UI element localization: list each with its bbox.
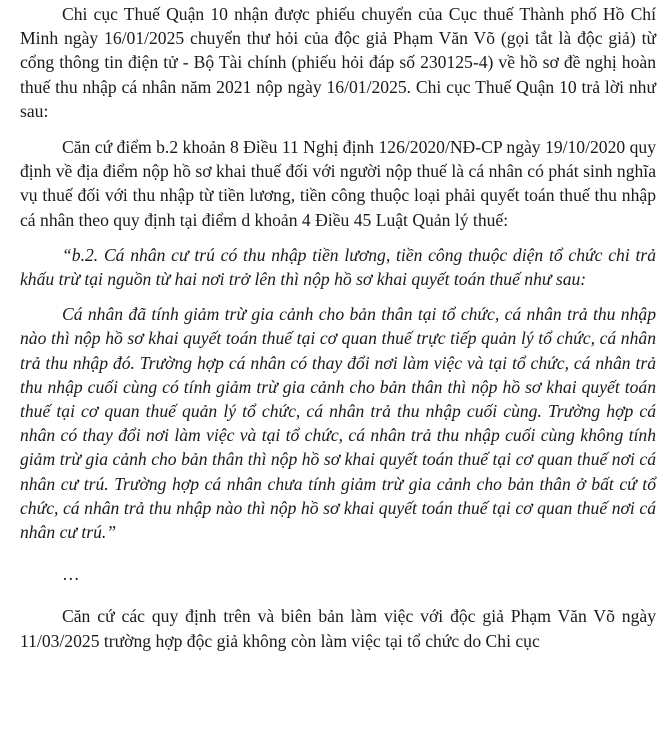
quoted-regulation-heading: “b.2. Cá nhân cư trú có thu nhập tiền lương, tiền công thuộc diện tổ chức chi trả khấu trừ tại nguồn từ hai nơi trở lên thì nộp hồ sơ khai quyết toán thuế như sau:: [20, 244, 656, 290]
quoted-regulation-body: Cá nhân đã tính giảm trừ gia cảnh cho bản thân tại tổ chức, cá nhân trả thu nhập nào thì nộp hồ sơ khai quyết toán thuế tại cơ quan thuế trực tiếp quản lý tổ chức, cá nhân trả thu nhập đó. Trường hợp cá nhân có thay đổi nơi làm việc và tại tổ chức, cá nhân trả thu nhập cuối cùng có tính giảm trừ gia cảnh cho bản thân thì nộp hồ sơ khai quyết toán thuế tại cơ quan thuế quản lý tổ chức, cá nhân trả thu nhập cuối cùng. Trường hợp cá nhân có thay đổi nơi làm việc và tại tổ chức, cá nhân trả thu nhập cuối cùng không tính giảm trừ gia cảnh cho bản thân thì nộp hồ sơ khai quyết toán thuế tại cơ quan thuế nơi cá nhân cư trú. Trường hợp cá nhân chưa tính giảm trừ gia cảnh cho bản thân ở bất cứ tổ chức, cá nhân trả thu nhập nào thì nộp hồ sơ khai quyết toán thuế tại cơ quan thuế nơi cá nhân cư trú.”: [20, 304, 656, 543]
closing-paragraph: Căn cứ các quy định trên và biên bản làm việc với độc giả Phạm Văn Võ ngày 11/03/2025 trường hợp độc giả không còn làm việc tại tổ chức do Chi cục: [20, 606, 656, 651]
intro-paragraph: Chi cục Thuế Quận 10 nhận được phiếu chuyển của Cục thuế Thành phố Hồ Chí Minh ngày 16/01/2025 chuyển thư hỏi của độc giả Phạm Văn Võ (gọi tắt là độc giả) từ cổng thông tin điện tử - Bộ Tài chính (phiếu hỏi đáp số 230125-4) về hồ sơ đề nghị hoàn thuế thu nhập cá nhân năm 2021 nộp ngày 16/01/2025. Chi cục Thuế Quận 10 trả lời như sau:: [20, 4, 656, 121]
legal-basis-paragraph: Căn cứ điểm b.2 khoản 8 Điều 11 Nghị định 126/2020/NĐ-CP ngày 19/10/2020 quy định về địa điểm nộp hồ sơ khai thuế đối với người nộp thuế là cá nhân có phát sinh nghĩa vụ thuế đối với thu nhập từ tiền lương, tiền công thuộc loại phải quyết toán thuế thu nhập cá nhân theo quy định tại điểm d khoản 4 Điều 45 Luật Quản lý thuế:: [20, 137, 656, 230]
ellipsis-marker: …: [62, 564, 80, 585]
